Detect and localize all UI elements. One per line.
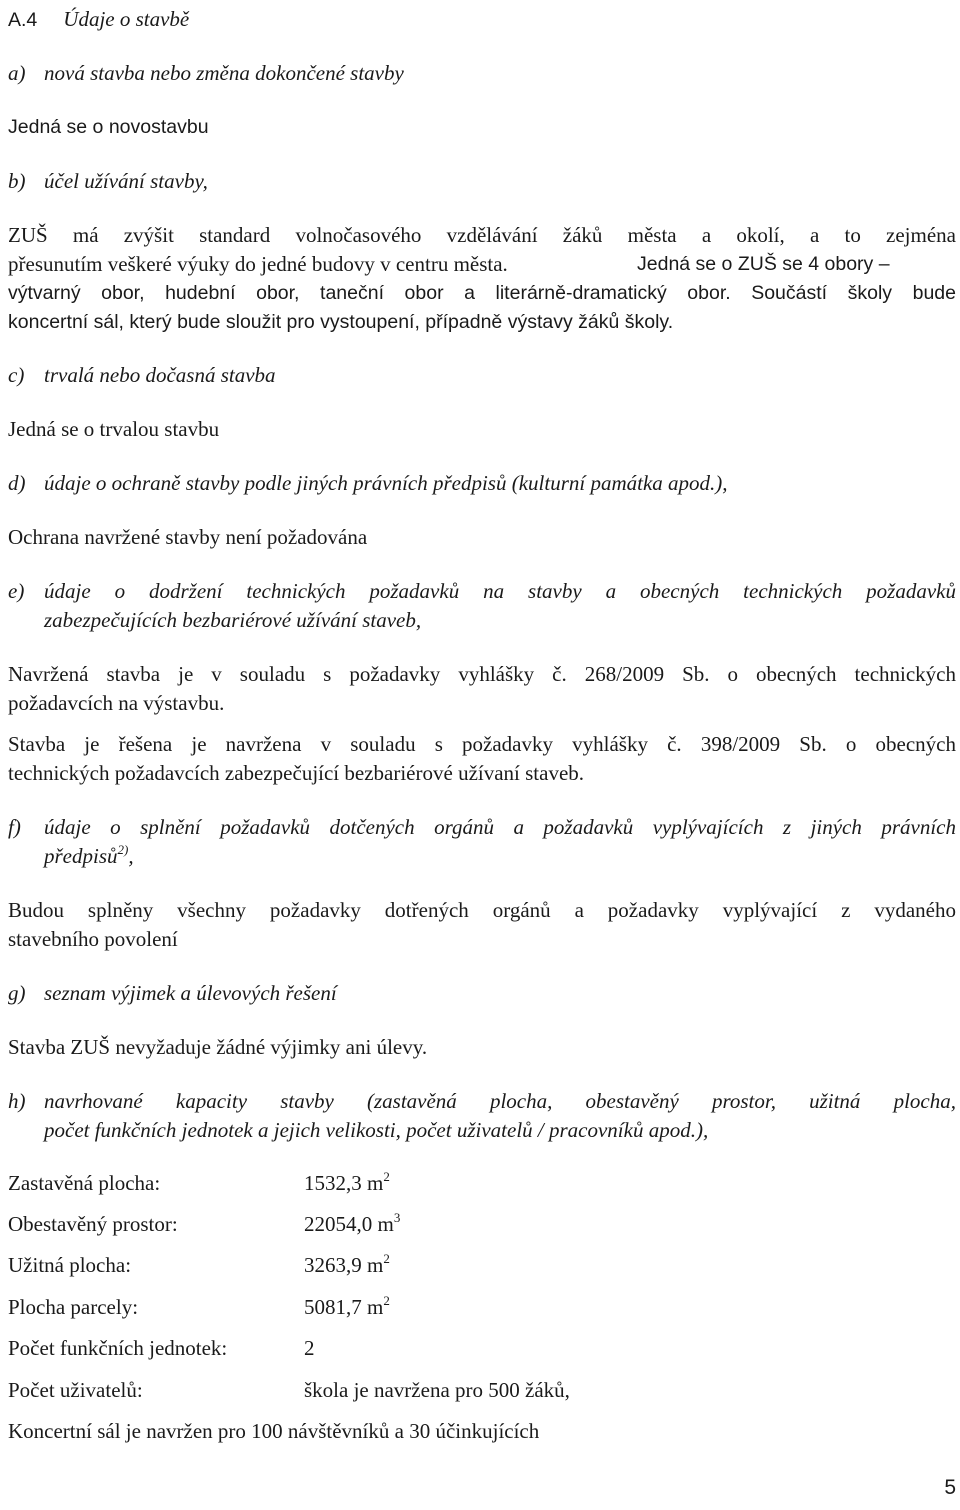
concert-hall-capacity: Koncertní sál je navržen pro 100 návštěvníků a 30 účinkujících bbox=[8, 1419, 540, 1443]
capacity-key: Obestavěný prostor: bbox=[8, 1212, 178, 1236]
capacity-row bbox=[8, 1375, 908, 1405]
capacity-value bbox=[304, 1375, 570, 1405]
section-number: A.4 bbox=[8, 9, 38, 31]
capacity-key: Zastavěná plocha: bbox=[8, 1171, 161, 1195]
capacity-value-sup: 2 bbox=[383, 1169, 390, 1184]
item-a-text: Jedná se o novostavbu bbox=[8, 116, 209, 138]
item-e-p2-line1: Stavba je řešena je navržena v souladu s požadavky vyhlášky č. 398/2009 Sb. o obecných bbox=[8, 732, 956, 756]
capacity-row bbox=[8, 1333, 908, 1363]
item-e-p1-line2: požadavcích na výstavbu. bbox=[8, 691, 225, 715]
item-c-title: trvalá nebo dočasná stavba bbox=[44, 363, 276, 387]
item-b-line3: výtvarný obor, hudební obor, taneční obor a literárně-dramatický obor. Součástí školy bude bbox=[8, 282, 956, 304]
capacity-value bbox=[304, 1168, 390, 1198]
item-h-title1: navrhované kapacity stavby (zastavěná plocha, obestavěný prostor, užitná plocha, bbox=[44, 1089, 956, 1113]
item-c-label: c) bbox=[8, 363, 25, 387]
item-b-title: účel užívání stavby, bbox=[44, 169, 208, 193]
item-d-heading bbox=[8, 468, 728, 498]
capacity-value bbox=[304, 1333, 315, 1363]
page-number: 5 bbox=[944, 1476, 956, 1499]
item-f-title2-sup: 2) bbox=[117, 842, 129, 857]
item-d-label: d) bbox=[8, 471, 26, 495]
item-f-label: f) bbox=[8, 815, 21, 839]
item-f-heading bbox=[8, 812, 21, 842]
item-c-heading bbox=[8, 360, 276, 390]
capacity-value-text: 1532,3 m bbox=[304, 1171, 384, 1195]
item-e-title2: zabezpečujících bezbariérové užívání staveb, bbox=[44, 608, 422, 632]
item-e-label: e) bbox=[8, 579, 25, 603]
capacity-row bbox=[8, 1250, 908, 1280]
item-c-text: Jedná se o trvalou stavbu bbox=[8, 417, 220, 441]
capacity-row bbox=[8, 1168, 908, 1198]
capacity-value-text: 5081,7 m bbox=[304, 1295, 384, 1319]
item-b-line1: ZUŠ má zvýšit standard volnočasového vzdělávání žáků města a okolí, a to zejména bbox=[8, 223, 956, 247]
item-a-title: nová stavba nebo změna dokončené stavby bbox=[44, 61, 404, 85]
item-h-heading bbox=[8, 1086, 26, 1116]
item-f-title2-text: předpisů bbox=[44, 844, 118, 868]
capacity-key: Počet uživatelů: bbox=[8, 1378, 143, 1402]
item-f-title2 bbox=[44, 841, 134, 871]
capacity-value bbox=[304, 1250, 390, 1280]
item-b-heading bbox=[8, 166, 208, 196]
item-h-label: h) bbox=[8, 1089, 26, 1113]
item-a-label: a) bbox=[8, 61, 26, 85]
item-h-title2: počet funkčních jednotek a jejich velikosti, počet uživatelů / pracovníků apod.), bbox=[44, 1118, 709, 1142]
capacity-key: Počet funkčních jednotek: bbox=[8, 1336, 228, 1360]
section-heading bbox=[8, 4, 189, 35]
capacity-value-sup: 2 bbox=[383, 1293, 390, 1308]
capacity-value-text: 3263,9 m bbox=[304, 1253, 384, 1277]
item-e-title1: údaje o dodržení technických požadavků na stavby a obecných technických požadavků bbox=[44, 579, 956, 603]
capacity-value-text: 22054,0 m bbox=[304, 1212, 394, 1236]
item-b-line2a: přesunutím veškeré výuky do jedné budovy v centru města. bbox=[8, 252, 508, 276]
capacity-value-text: škola je navržena pro 500 žáků, bbox=[304, 1378, 570, 1402]
item-d-title: údaje o ochraně stavby podle jiných právních předpisů (kulturní památka apod.), bbox=[44, 471, 728, 495]
item-a-heading bbox=[8, 58, 404, 88]
item-e-p2-line2: technických požadavcích zabezpečující bezbariérové užívaní staveb. bbox=[8, 761, 585, 785]
item-f-title2-tail: , bbox=[128, 844, 134, 868]
item-e-p1-line1: Navržená stavba je v souladu s požadavky vyhlášky č. 268/2009 Sb. o obecných technických bbox=[8, 662, 956, 686]
item-b-line2b: Jedná se o ZUŠ se 4 obory – bbox=[637, 253, 890, 275]
item-g-heading bbox=[8, 978, 337, 1008]
item-g-label: g) bbox=[8, 981, 26, 1005]
capacity-key: Užitná plocha: bbox=[8, 1253, 132, 1277]
item-g-title: seznam výjimek a úlevových řešení bbox=[44, 981, 337, 1005]
capacity-row bbox=[8, 1209, 908, 1239]
item-g-text: Stavba ZUŠ nevyžaduje žádné výjimky ani úlevy. bbox=[8, 1035, 428, 1059]
capacity-row bbox=[8, 1292, 908, 1322]
item-b-line2 bbox=[8, 249, 508, 279]
item-b-line4: koncertní sál, který bude sloužit pro vystoupení, případně výstavy žáků školy. bbox=[8, 311, 674, 333]
capacity-value-sup: 3 bbox=[393, 1210, 401, 1225]
capacity-key: Plocha parcely: bbox=[8, 1295, 139, 1319]
item-b-label: b) bbox=[8, 169, 26, 193]
item-f-text1: Budou splněny všechny požadavky dotřených orgánů a požadavky vyplývající z vydaného bbox=[8, 898, 956, 922]
capacity-value-sup: 2 bbox=[383, 1251, 390, 1266]
capacity-value bbox=[304, 1292, 390, 1322]
capacity-value-text: 2 bbox=[304, 1336, 315, 1360]
capacity-value bbox=[304, 1209, 400, 1239]
item-d-text: Ochrana navržené stavby není požadována bbox=[8, 525, 368, 549]
item-f-text2: stavebního povolení bbox=[8, 927, 178, 951]
section-title: Údaje o stavbě bbox=[63, 7, 190, 31]
item-f-title1: údaje o splnění požadavků dotčených orgánů a požadavků vyplývajících z jiných právních bbox=[44, 815, 956, 839]
